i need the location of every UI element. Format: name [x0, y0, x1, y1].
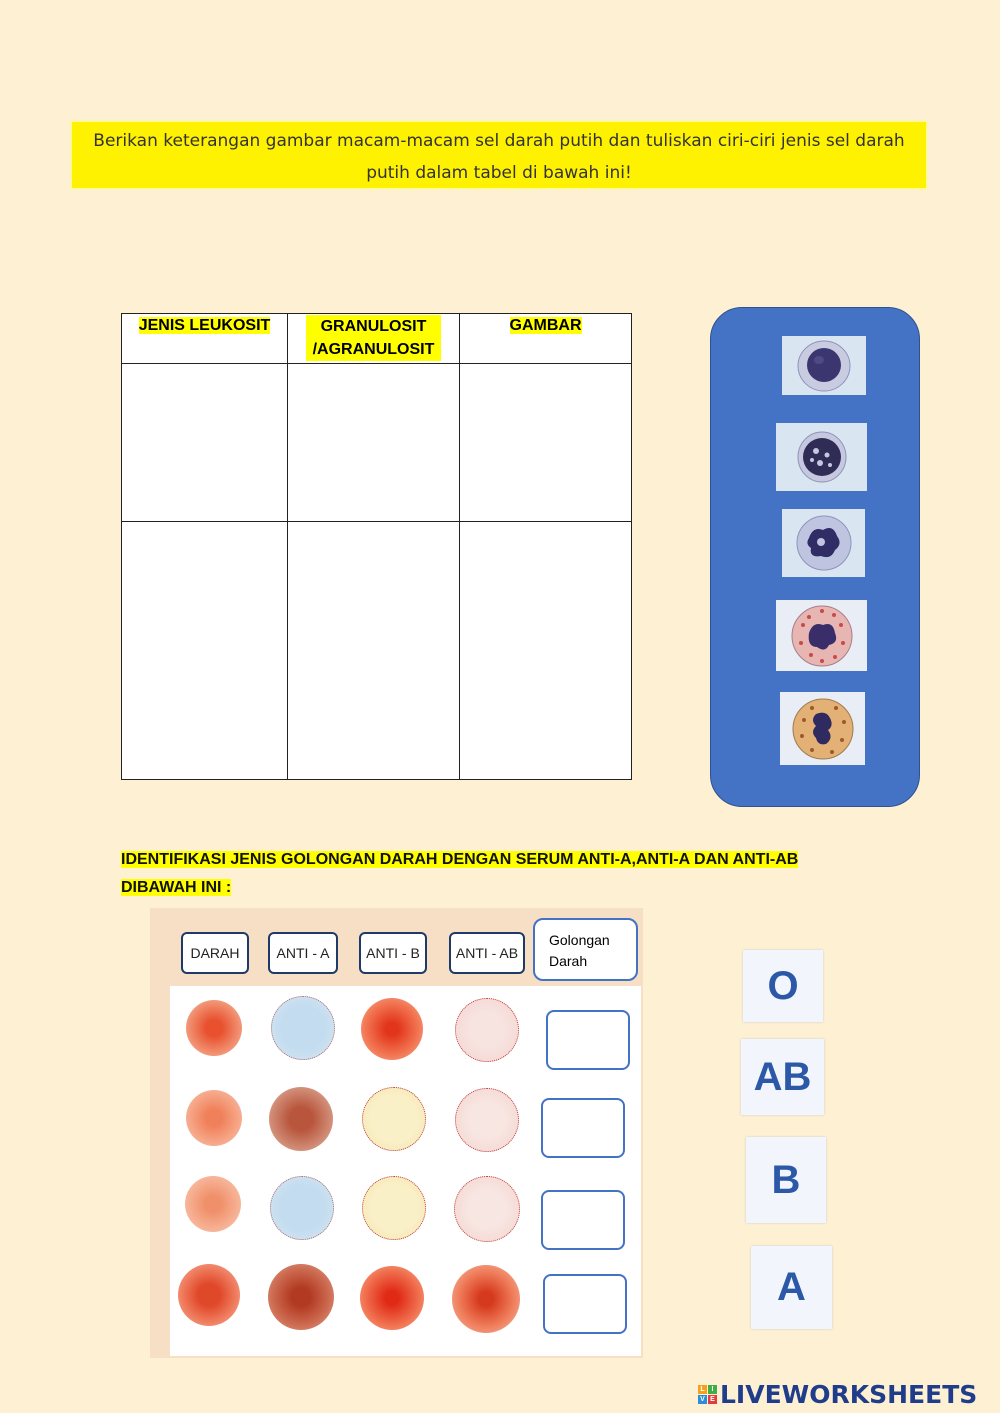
blood-drop — [185, 1176, 241, 1232]
neutrofil-card[interactable] — [782, 509, 865, 577]
instruction-text: Berikan keterangan gambar macam-macam sel darah putih dan tuliskan ciri-ciri jenis sel darah putih dalam tabel di bawah ini! — [93, 131, 905, 183]
header-jenis-leukosit — [122, 314, 288, 364]
header-darah — [181, 932, 249, 974]
header-label: ANTI - B — [366, 945, 420, 961]
logo-mark-letter: V — [698, 1395, 707, 1404]
header-label-line1: Golongan — [549, 932, 610, 948]
limfosit-icon — [794, 338, 854, 394]
blood-drop — [361, 998, 423, 1060]
tile-label: O — [767, 963, 799, 1008]
tile-a[interactable] — [751, 1246, 832, 1329]
tile-o[interactable] — [743, 950, 823, 1022]
basofil-icon — [790, 696, 856, 762]
header-golongan-darah — [533, 918, 638, 981]
table-row — [122, 364, 632, 522]
monosit-icon — [792, 427, 852, 487]
instruction-banner — [70, 120, 928, 190]
eosinofil-card[interactable] — [776, 600, 867, 671]
blood-drop — [186, 1090, 242, 1146]
logo-mark-icon — [698, 1385, 717, 1404]
cell-image-panel — [710, 307, 920, 807]
agglutinated-drop — [362, 1087, 426, 1151]
blood-drop — [186, 1000, 242, 1056]
agglutinated-drop — [271, 996, 335, 1060]
answer-cell-jenis[interactable] — [122, 364, 288, 522]
header-label-line2: Darah — [549, 953, 588, 969]
blood-drop — [269, 1087, 333, 1151]
blood-drop — [178, 1264, 240, 1326]
agglutinated-drop — [454, 1176, 520, 1242]
blood-type-heading — [121, 846, 861, 902]
header-gambar — [460, 314, 632, 364]
heading-text: IDENTIFIKASI JENIS GOLONGAN DARAH DENGAN SERUM ANTI-A,ANTI-A DAN ANTI-AB DIBAWAH INI : — [121, 851, 799, 896]
header-label: ANTI - A — [276, 945, 330, 961]
answer-cell-gambar[interactable] — [460, 364, 632, 522]
answer-box-row-1[interactable] — [546, 1010, 630, 1070]
eosinofil-icon — [789, 603, 855, 669]
liveworksheets-logo — [698, 1378, 977, 1410]
header-label: ANTI - AB — [455, 945, 519, 961]
agglutinated-drop — [270, 1176, 334, 1240]
answer-cell-granulosit[interactable] — [288, 364, 460, 522]
logo-mark-letter: L — [698, 1385, 707, 1394]
blood-drop — [268, 1264, 334, 1330]
answer-box-row-3[interactable] — [541, 1190, 625, 1250]
agglutinated-drop — [362, 1176, 426, 1240]
basofil-card[interactable] — [780, 692, 865, 765]
header-label: GAMBAR — [509, 317, 582, 334]
table-header-row — [122, 314, 632, 364]
header-granulosit — [288, 314, 460, 364]
header-label: GRANULOSIT /AGRANULOSIT — [306, 315, 441, 361]
monosit-card[interactable] — [776, 423, 867, 491]
header-anti-ab — [449, 932, 525, 974]
answer-cell-gambar[interactable] — [460, 522, 632, 780]
answer-cell-granulosit[interactable] — [288, 522, 460, 780]
neutrofil-icon — [793, 512, 855, 574]
logo-mark-letter: I — [708, 1385, 717, 1394]
blood-drop — [360, 1266, 424, 1330]
leukocyte-table — [121, 313, 632, 780]
header-anti-b — [359, 932, 427, 974]
answer-cell-jenis[interactable] — [122, 522, 288, 780]
limfosit-card[interactable] — [782, 336, 866, 395]
agglutinated-drop — [455, 1088, 519, 1152]
answer-box-row-4[interactable] — [543, 1274, 627, 1334]
logo-mark-letter: E — [708, 1395, 717, 1404]
agglutinated-drop — [455, 998, 519, 1062]
tile-ab[interactable] — [741, 1039, 824, 1115]
tile-label: A — [777, 1265, 806, 1309]
blood-test-image — [150, 908, 643, 1358]
tile-b[interactable] — [746, 1137, 826, 1223]
header-label: DARAH — [190, 945, 240, 961]
header-label: JENIS LEUKOSIT — [138, 317, 271, 334]
logo-text: LIVEWORKSHEETS — [720, 1379, 978, 1409]
header-anti-a — [268, 932, 338, 974]
tile-label: B — [771, 1157, 801, 1202]
drop-area — [170, 986, 641, 1356]
tile-label: AB — [753, 1054, 812, 1099]
answer-box-row-2[interactable] — [541, 1098, 625, 1158]
table-row — [122, 522, 632, 780]
blood-drop — [452, 1265, 520, 1333]
